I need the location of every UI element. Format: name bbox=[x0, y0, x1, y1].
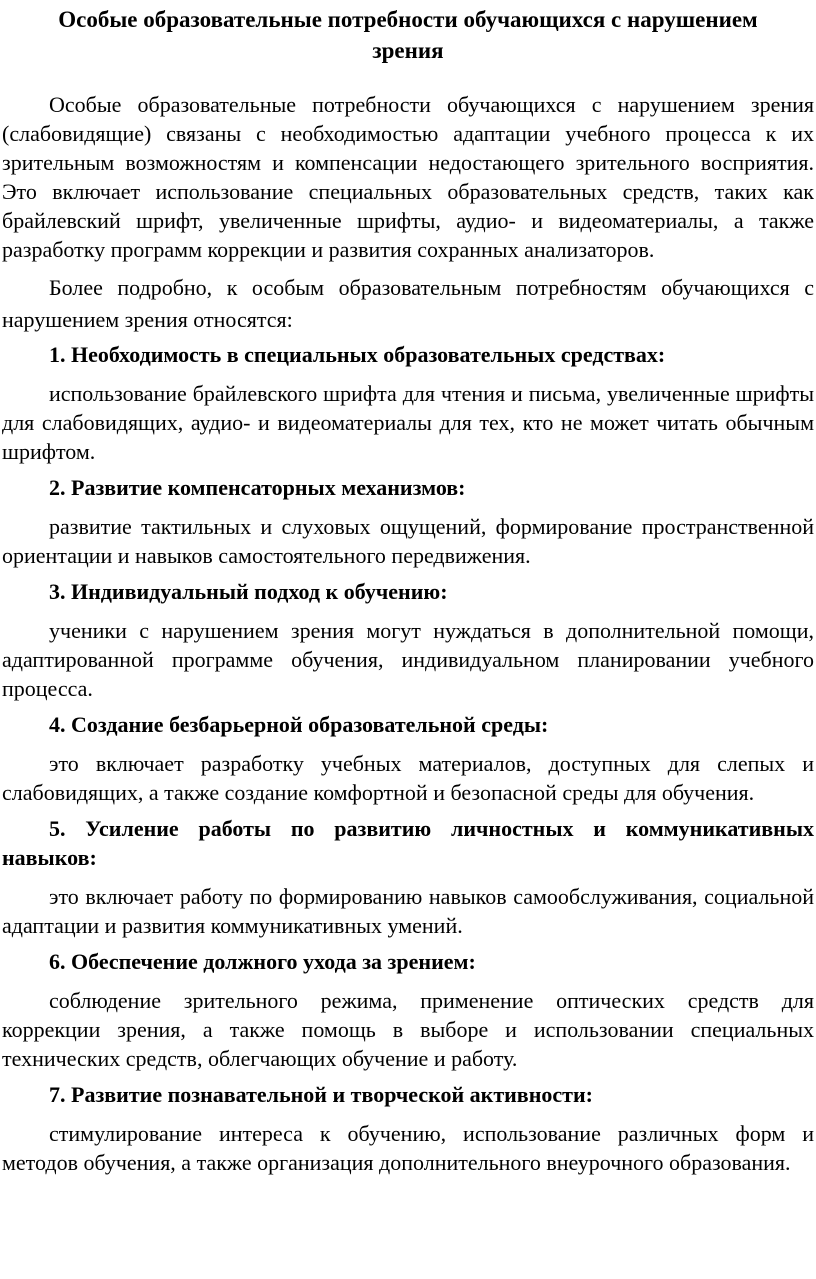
intro-paragraph: Особые образовательные потребности обучающихся с нарушением зрения (слабовидящие) связаны с необходимостью адаптации учебного процесса к их зрительным возможностям и компенсации недостающего зрительного восприятия. Это включает использование специальных образовательных средств, таких как брайлевский шрифт, увеличенные шрифты, аудио- и видеоматериалы, а также разработку программ коррекции и развития сохранных анализаторов. bbox=[2, 92, 814, 262]
section-heading: 1. Необходимость в специальных образовательных средствах: bbox=[49, 342, 666, 367]
section-text: использование брайлевского шрифта для чтения и письма, увеличенные шрифты для слабовидящих, аудио- и видеоматериалы для тех, кто не может читать обычным шрифтом. bbox=[2, 381, 814, 464]
section-text: стимулирование интереса к обучению, использование различных форм и методов обучения, а также организация дополнительного внеурочного образования. bbox=[2, 1121, 814, 1175]
section-text: это включает работу по формированию навыков самообслуживания, социальной адаптации и развития коммуникативных умений. bbox=[2, 884, 814, 938]
section-heading: 2. Развитие компенсаторных механизмов: bbox=[49, 475, 466, 500]
section-heading: 7. Развитие познавательной и творческой активности: bbox=[49, 1082, 593, 1107]
section-text: соблюдение зрительного режима, применение оптических средств для коррекции зрения, а также помощь в выборе и использовании специальных технических средств, облегчающих обучение и работу. bbox=[2, 988, 814, 1071]
section-text: ученики с нарушением зрения могут нуждаться в дополнительной помощи, адаптированной программе обучения, индивидуальном планировании учебного процесса. bbox=[2, 618, 814, 701]
section-heading: 5. Усиление работы по развитию личностных и коммуникативных навыков: bbox=[2, 816, 814, 870]
section-heading: 4. Создание безбарьерной образовательной среды: bbox=[49, 712, 549, 737]
page-title: Особые образовательные потребности обучающихся с нарушением зрения bbox=[58, 7, 758, 63]
section-text: это включает разработку учебных материалов, доступных для слепых и слабовидящих, а также создание комфортной и безопасной среды для обучения. bbox=[2, 751, 814, 805]
section-heading: 3. Индивидуальный подход к обучению: bbox=[49, 579, 448, 604]
lead-paragraph: Более подробно, к особым образовательным потребностям обучающихся с нарушением зрения относятся: bbox=[2, 275, 814, 332]
section-heading: 6. Обеспечение должного ухода за зрением: bbox=[49, 949, 476, 974]
section-text: развитие тактильных и слуховых ощущений, формирование пространственной ориентации и навыков самостоятельного передвижения. bbox=[2, 514, 814, 568]
